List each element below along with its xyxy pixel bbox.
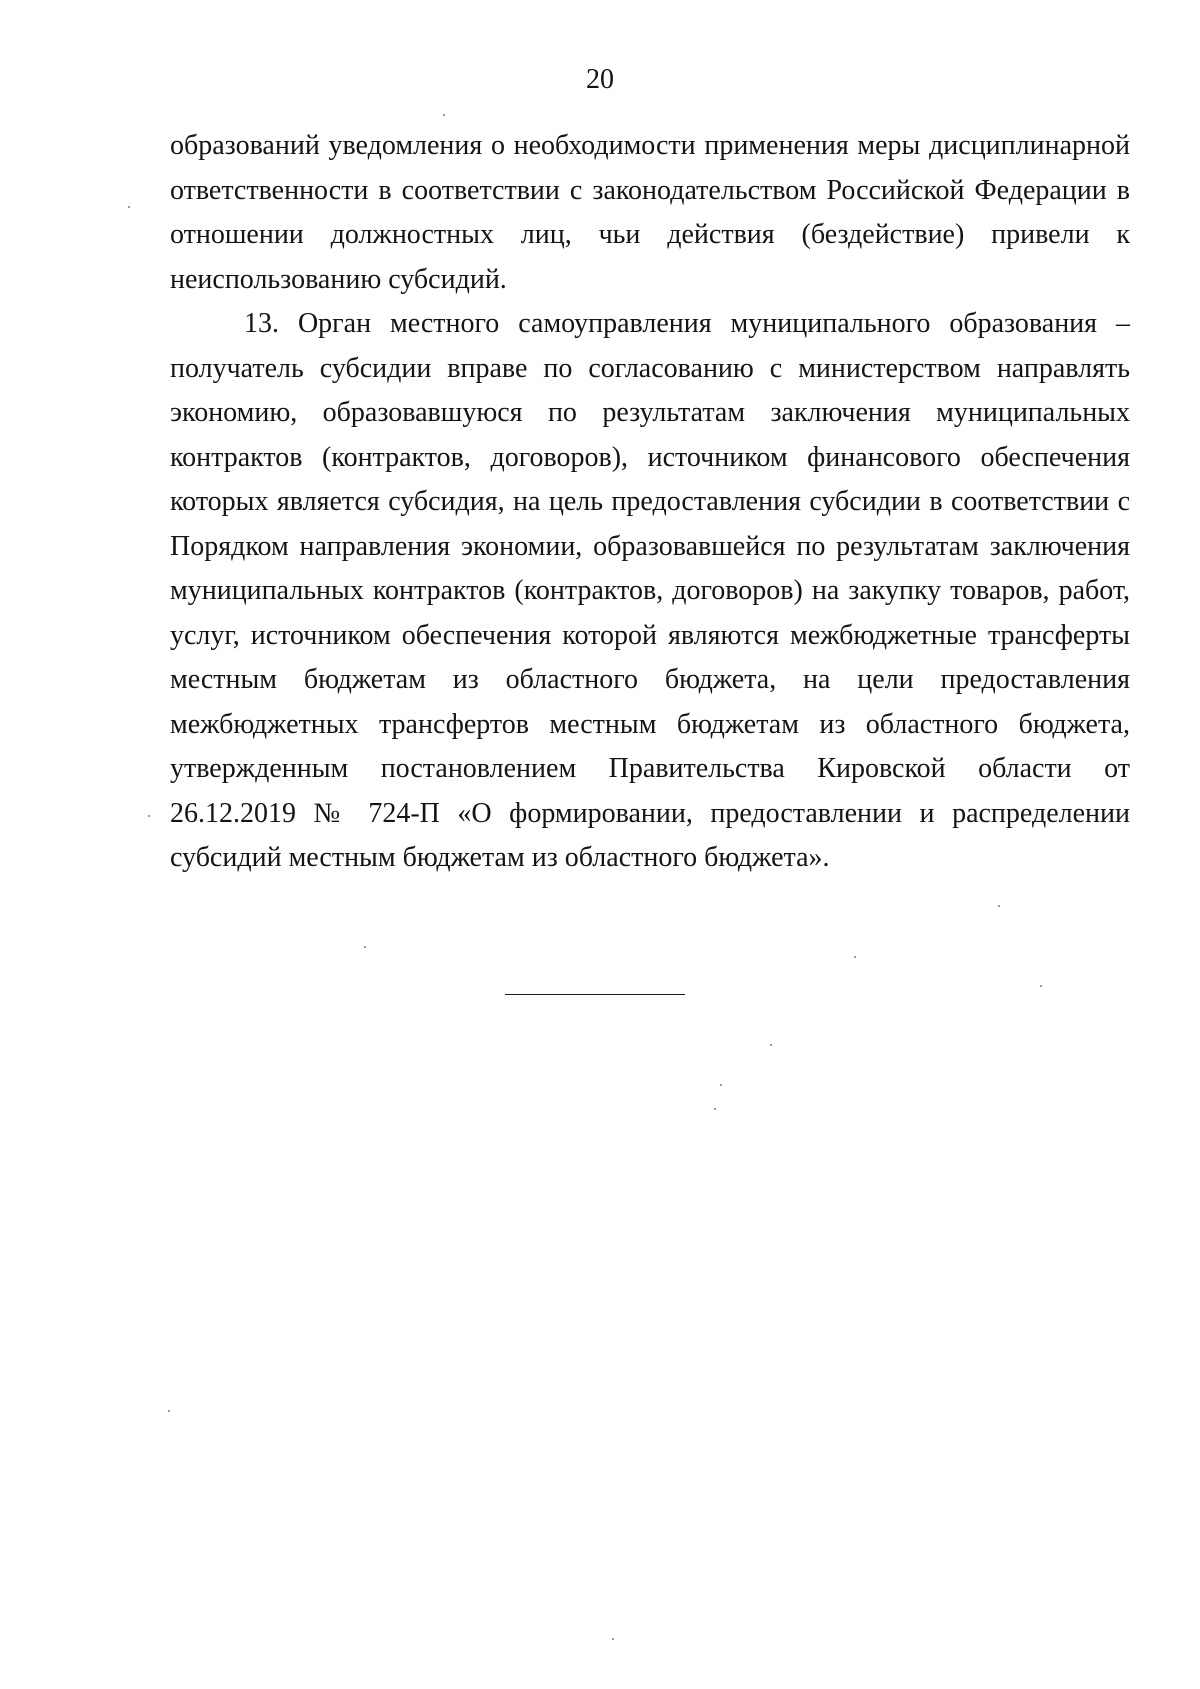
scan-speck bbox=[1040, 985, 1042, 987]
document-body bbox=[170, 124, 1130, 881]
paragraph-item-13: 13. Орган местного самоуправления муниципального образования – получатель субсидии вправе по согласованию с министерством направлять экономию, образовавшуюся по результатам заключения муниципальных контрактов (контрактов, договоров), источником финансового обеспечения которых является субсидия, на цель предоставления субсидии в соответствии с Порядком направления экономии, образовавшейся по результатам заключения муниципальных контрактов (контрактов, договоров) на закупку товаров, работ, услуг, источником обеспечения которой являются межбюджетные трансферты местным бюджетам из областного бюджета, на цели предоставления межбюджетных трансфертов местным бюджетам из областного бюджета, утвержденным постановлением Правительства Кировской области от 26.12.2019 № 724-П «О формировании, предоставлении и распределении субсидий местным бюджетам из областного бюджета». bbox=[170, 308, 1130, 873]
end-of-text-rule bbox=[505, 994, 685, 995]
scan-speck bbox=[128, 206, 130, 208]
scan-speck bbox=[148, 815, 150, 817]
paragraph-continuation: образований уведомления о необходимости применения меры дисциплинарной ответственности в соответствии с законодательством Российской Федерации в отношении должностных лиц, чьи действия (бездействие) привели к неиспользованию субсидий. bbox=[170, 130, 1130, 295]
scan-speck bbox=[443, 114, 445, 116]
scan-speck bbox=[168, 1410, 170, 1412]
page-number: 20 bbox=[586, 64, 614, 95]
scan-speck bbox=[770, 1044, 772, 1046]
scan-speck bbox=[714, 1108, 716, 1110]
scan-speck bbox=[854, 956, 856, 958]
scan-speck bbox=[998, 905, 1000, 907]
scan-speck bbox=[720, 1084, 722, 1086]
scan-speck bbox=[364, 946, 366, 948]
scan-speck bbox=[612, 1638, 614, 1640]
